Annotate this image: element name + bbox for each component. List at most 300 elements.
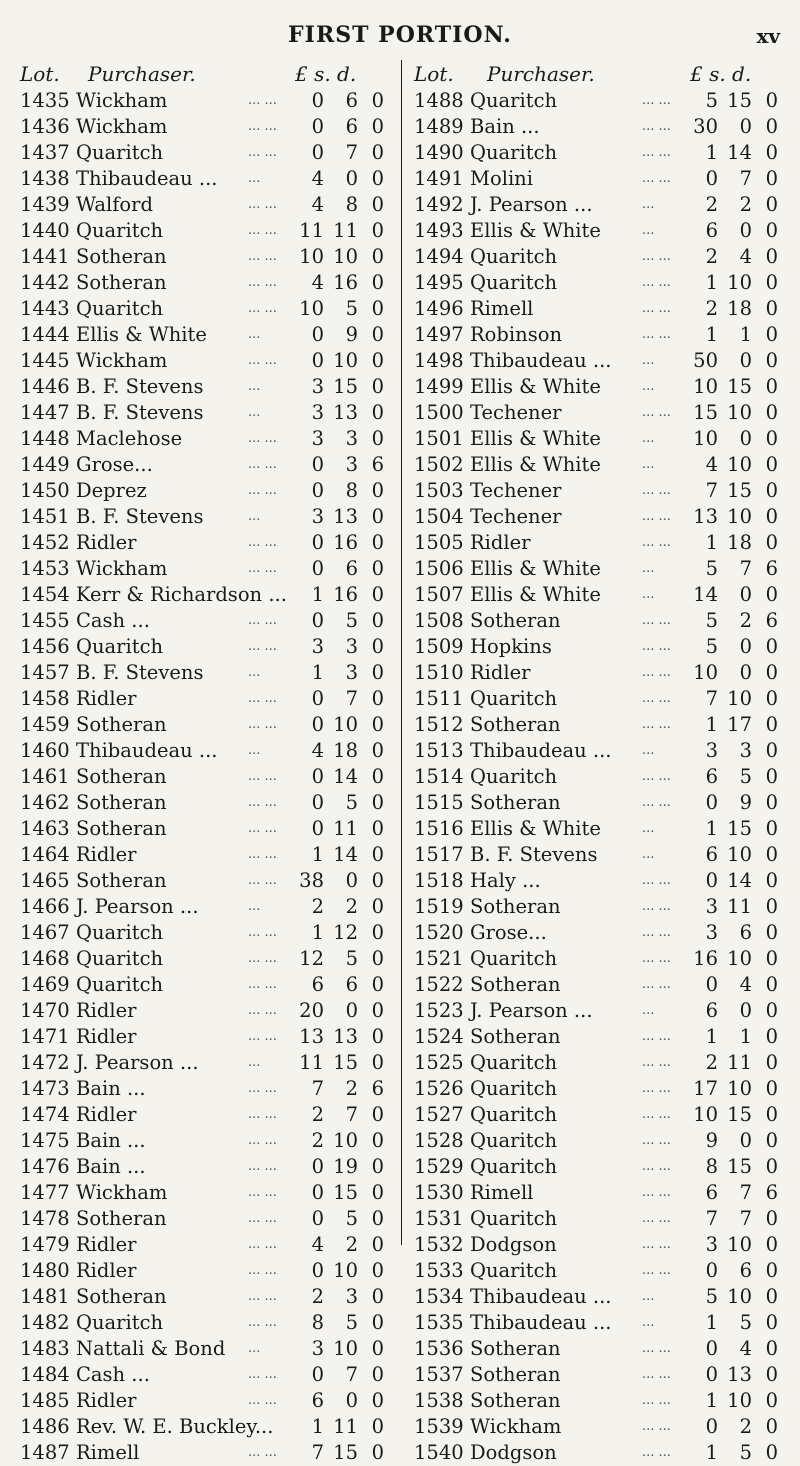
shillings-value: 14 — [727, 141, 752, 164]
pounds-value: 16 — [693, 947, 718, 970]
leader-dots: ... — [248, 665, 261, 680]
purchaser-name: Quaritch — [470, 1259, 558, 1282]
shillings-value: 18 — [727, 297, 752, 320]
leader-dots: ... ... — [248, 1211, 277, 1226]
leader-dots: ... — [642, 457, 655, 472]
table-row — [414, 140, 789, 166]
purchaser-name: Sotheran — [76, 245, 167, 268]
leader-dots: ... ... — [248, 1315, 277, 1330]
table-row — [414, 114, 789, 140]
lot-number: 1499 — [414, 375, 464, 398]
lot-number: 1515 — [414, 791, 464, 814]
lot-number: 1459 — [20, 713, 70, 736]
leader-dots: ... ... — [248, 925, 277, 940]
purchaser-name: Quaritch — [76, 635, 164, 658]
pence-value: 0 — [765, 843, 778, 866]
purchaser-name: J. Pearson ... — [76, 895, 199, 918]
purchaser-name: Ridler — [76, 999, 137, 1022]
pence-value: 6 — [371, 453, 384, 476]
table-row — [414, 296, 789, 322]
table-row — [414, 400, 789, 426]
pence-value: 0 — [765, 999, 778, 1022]
shillings-value: 3 — [345, 1285, 358, 1308]
purchaser-name: Ridler — [76, 1025, 137, 1048]
table-row — [20, 114, 395, 140]
table-row — [20, 400, 395, 426]
lot-number: 1535 — [414, 1311, 464, 1334]
purchaser-name: Deprez — [76, 479, 147, 502]
shillings-value: 10 — [333, 349, 358, 372]
pence-value: 0 — [371, 1415, 384, 1438]
shillings-value: 14 — [333, 765, 358, 788]
page-header — [0, 22, 800, 54]
pence-value: 0 — [371, 791, 384, 814]
leader-dots: ... — [642, 379, 655, 394]
pounds-value: 1 — [705, 817, 718, 840]
pounds-value: 0 — [705, 1363, 718, 1386]
pence-value: 0 — [371, 583, 384, 606]
lot-number: 1472 — [20, 1051, 70, 1074]
table-row — [20, 1102, 395, 1128]
leader-dots: ... ... — [248, 769, 277, 784]
purchaser-name: Sotheran — [470, 1025, 561, 1048]
purchaser-name: Quaritch — [76, 1311, 164, 1334]
table-row — [20, 1232, 395, 1258]
purchaser-name: Quaritch — [470, 1051, 558, 1074]
purchaser-name: Grose... — [76, 453, 153, 476]
leader-dots: ... — [642, 1003, 655, 1018]
leader-dots: ... ... — [248, 457, 277, 472]
pounds-value: 0 — [705, 869, 718, 892]
purchaser-name: Rimell — [470, 297, 534, 320]
leader-dots: ... ... — [248, 1081, 277, 1096]
purchaser-name: Rev. W. E. Buckley... — [76, 1415, 274, 1438]
pounds-value: 2 — [705, 245, 718, 268]
pounds-value: 0 — [311, 1155, 324, 1178]
shillings-value: 18 — [333, 739, 358, 762]
shillings-value: 10 — [333, 1129, 358, 1152]
pounds-value: 7 — [705, 479, 718, 502]
shillings-value: 14 — [727, 869, 752, 892]
purchaser-name: Quaritch — [470, 947, 558, 970]
table-row — [20, 556, 395, 582]
lot-number: 1492 — [414, 193, 464, 216]
purchaser-name: Bain ... — [76, 1129, 146, 1152]
pounds-value: 2 — [311, 895, 324, 918]
lot-number: 1512 — [414, 713, 464, 736]
leader-dots: ... ... — [642, 119, 671, 134]
shillings-value: 3 — [345, 635, 358, 658]
table-row — [20, 1180, 395, 1206]
lot-number: 1498 — [414, 349, 464, 372]
leader-dots: ... ... — [642, 1237, 671, 1252]
table-row — [414, 1076, 789, 1102]
purchaser-name: Quaritch — [76, 297, 164, 320]
lot-number: 1444 — [20, 323, 70, 346]
table-row — [20, 790, 395, 816]
pounds-value: 10 — [299, 245, 324, 268]
purchaser-name: Thibaudeau ... — [470, 1285, 612, 1308]
leader-dots: ... ... — [642, 639, 671, 654]
pounds-value: 7 — [311, 1077, 324, 1100]
table-row — [414, 88, 789, 114]
purchaser-name: Quaritch — [470, 271, 558, 294]
pence-value: 0 — [371, 271, 384, 294]
table-row — [414, 686, 789, 712]
pence-value: 0 — [765, 765, 778, 788]
lot-number: 1485 — [20, 1389, 70, 1412]
leader-dots: ... ... — [642, 275, 671, 290]
table-row — [414, 1414, 789, 1440]
pounds-value: 6 — [311, 973, 324, 996]
pence-value: 0 — [371, 1155, 384, 1178]
lot-number: 1460 — [20, 739, 70, 762]
shillings-value: 5 — [345, 1311, 358, 1334]
purchaser-name: Rimell — [470, 1181, 534, 1204]
lot-number: 1497 — [414, 323, 464, 346]
purchaser-name: Hopkins — [470, 635, 552, 658]
left-purchaser-heading: Purchaser. — [88, 62, 196, 86]
lot-number: 1520 — [414, 921, 464, 944]
lot-number: 1524 — [414, 1025, 464, 1048]
pounds-value: 1 — [311, 921, 324, 944]
pence-value: 0 — [765, 1441, 778, 1464]
lot-number: 1440 — [20, 219, 70, 242]
purchaser-name: Sotheran — [76, 765, 167, 788]
table-row — [20, 478, 395, 504]
purchaser-name: Thibaudeau ... — [76, 167, 218, 190]
shillings-value: 9 — [739, 791, 752, 814]
lot-number: 1491 — [414, 167, 464, 190]
table-row — [414, 582, 789, 608]
pounds-value: 0 — [311, 1363, 324, 1386]
leader-dots: ... — [642, 1289, 655, 1304]
pence-value: 0 — [765, 791, 778, 814]
purchaser-name: Quaritch — [470, 1155, 558, 1178]
table-row — [414, 1336, 789, 1362]
pence-value: 0 — [765, 531, 778, 554]
shillings-value: 15 — [727, 89, 752, 112]
purchaser-name: Ellis & White — [470, 427, 601, 450]
pounds-value: 3 — [311, 401, 324, 424]
table-row — [414, 972, 789, 998]
table-row — [20, 1310, 395, 1336]
lot-number: 1457 — [20, 661, 70, 684]
table-row — [20, 1336, 395, 1362]
purchaser-name: Quaritch — [470, 1207, 558, 1230]
shillings-value: 0 — [345, 167, 358, 190]
shillings-value: 11 — [727, 1051, 752, 1074]
pounds-value: 1 — [311, 583, 324, 606]
shillings-value: 3 — [739, 739, 752, 762]
leader-dots: ... ... — [248, 275, 277, 290]
leader-dots: ... ... — [248, 561, 277, 576]
shillings-value: 6 — [739, 921, 752, 944]
leader-dots: ... ... — [642, 1419, 671, 1434]
purchaser-name: Thibaudeau ... — [76, 739, 218, 762]
pounds-value: 0 — [311, 687, 324, 710]
table-row — [414, 1440, 789, 1466]
table-row — [414, 1180, 789, 1206]
pence-value: 0 — [371, 323, 384, 346]
pence-value: 0 — [371, 635, 384, 658]
lot-number: 1516 — [414, 817, 464, 840]
purchaser-name: B. F. Stevens — [76, 401, 204, 424]
purchaser-name: J. Pearson ... — [470, 999, 593, 1022]
leader-dots: ... ... — [642, 613, 671, 628]
pounds-value: 6 — [705, 765, 718, 788]
pence-value: 0 — [765, 635, 778, 658]
purchaser-name: Quaritch — [76, 921, 164, 944]
lot-number: 1496 — [414, 297, 464, 320]
shillings-value: 0 — [739, 635, 752, 658]
lot-number: 1534 — [414, 1285, 464, 1308]
pence-value: 0 — [371, 1103, 384, 1126]
leader-dots: ... ... — [642, 769, 671, 784]
purchaser-name: Ridler — [470, 661, 531, 684]
shillings-value: 1 — [739, 323, 752, 346]
leader-dots: ... ... — [248, 93, 277, 108]
table-row — [20, 816, 395, 842]
shillings-value: 0 — [345, 869, 358, 892]
pence-value: 0 — [765, 401, 778, 424]
shillings-value: 7 — [739, 1207, 752, 1230]
pence-value: 0 — [371, 349, 384, 372]
purchaser-name: Quaritch — [76, 973, 164, 996]
leader-dots: ... ... — [248, 717, 277, 732]
pence-value: 0 — [371, 687, 384, 710]
table-row — [20, 998, 395, 1024]
shillings-value: 0 — [739, 219, 752, 242]
lot-number: 1507 — [414, 583, 464, 606]
leader-dots: ... — [248, 379, 261, 394]
purchaser-name: Walford — [76, 193, 153, 216]
pounds-value: 17 — [693, 1077, 718, 1100]
shillings-value: 16 — [333, 531, 358, 554]
shillings-value: 15 — [727, 1103, 752, 1126]
pounds-value: 4 — [311, 1233, 324, 1256]
right-lot-heading: Lot. — [414, 62, 454, 86]
pounds-value: 8 — [311, 1311, 324, 1334]
table-row — [414, 1154, 789, 1180]
purchaser-name: Sotheran — [470, 895, 561, 918]
purchaser-name: Nattali & Bond — [76, 1337, 226, 1360]
pounds-value: 1 — [311, 661, 324, 684]
pence-value: 0 — [765, 1051, 778, 1074]
leader-dots: ... — [248, 1055, 261, 1070]
table-row — [414, 1284, 789, 1310]
table-row — [20, 296, 395, 322]
table-row — [414, 816, 789, 842]
pounds-value: 11 — [299, 1051, 324, 1074]
shillings-value: 11 — [333, 1415, 358, 1438]
shillings-value: 5 — [739, 1441, 752, 1464]
shillings-value: 10 — [333, 713, 358, 736]
lot-number: 1536 — [414, 1337, 464, 1360]
table-row — [414, 270, 789, 296]
pence-value: 0 — [371, 869, 384, 892]
purchaser-name: Ellis & White — [470, 583, 601, 606]
shillings-value: 6 — [345, 115, 358, 138]
lot-number: 1462 — [20, 791, 70, 814]
pence-value: 0 — [371, 1311, 384, 1334]
pounds-value: 0 — [311, 479, 324, 502]
pence-value: 0 — [371, 115, 384, 138]
purchaser-name: Ridler — [76, 1389, 137, 1412]
leader-dots: ... ... — [642, 93, 671, 108]
pounds-value: 20 — [299, 999, 324, 1022]
leader-dots: ... ... — [642, 509, 671, 524]
table-row — [414, 530, 789, 556]
lot-number: 1454 — [20, 583, 70, 606]
lot-number: 1464 — [20, 843, 70, 866]
lot-number: 1523 — [414, 999, 464, 1022]
pence-value: 6 — [371, 1077, 384, 1100]
purchaser-name: Thibaudeau ... — [470, 349, 612, 372]
table-row — [20, 530, 395, 556]
table-row — [20, 842, 395, 868]
pounds-value: 6 — [705, 1181, 718, 1204]
lot-number: 1505 — [414, 531, 464, 554]
leader-dots: ... — [642, 587, 655, 602]
pounds-value: 2 — [705, 1051, 718, 1074]
lot-number: 1466 — [20, 895, 70, 918]
leader-dots: ... ... — [248, 535, 277, 550]
pence-value: 0 — [765, 1285, 778, 1308]
lot-number: 1443 — [20, 297, 70, 320]
shillings-value: 5 — [345, 947, 358, 970]
column-divider — [401, 60, 402, 1245]
pounds-value: 3 — [705, 1233, 718, 1256]
leader-dots: ... ... — [642, 795, 671, 810]
shillings-value: 1 — [739, 1025, 752, 1048]
lot-number: 1468 — [20, 947, 70, 970]
leader-dots: ... ... — [642, 405, 671, 420]
pounds-value: 0 — [311, 141, 324, 164]
left-sales-table — [20, 88, 395, 1466]
leader-dots: ... ... — [248, 847, 277, 862]
table-row — [414, 920, 789, 946]
table-row — [414, 452, 789, 478]
purchaser-name: Ridler — [76, 1233, 137, 1256]
leader-dots: ... ... — [642, 483, 671, 498]
pence-value: 0 — [371, 947, 384, 970]
purchaser-name: Ellis & White — [470, 557, 601, 580]
leader-dots: ... ... — [248, 1393, 277, 1408]
shillings-value: 0 — [345, 999, 358, 1022]
table-row — [20, 426, 395, 452]
lot-number: 1479 — [20, 1233, 70, 1256]
pence-value: 0 — [765, 947, 778, 970]
leader-dots: ... ... — [248, 1263, 277, 1278]
lot-number: 1539 — [414, 1415, 464, 1438]
leader-dots: ... ... — [642, 1159, 671, 1174]
lot-number: 1493 — [414, 219, 464, 242]
purchaser-name: Sotheran — [76, 817, 167, 840]
pounds-value: 1 — [705, 713, 718, 736]
purchaser-name: Sotheran — [470, 973, 561, 996]
lot-number: 1480 — [20, 1259, 70, 1282]
pounds-value: 14 — [693, 583, 718, 606]
lot-number: 1475 — [20, 1129, 70, 1152]
table-row — [20, 1388, 395, 1414]
pence-value: 0 — [765, 219, 778, 242]
lot-number: 1442 — [20, 271, 70, 294]
purchaser-name: Ellis & White — [76, 323, 207, 346]
shillings-value: 10 — [727, 505, 752, 528]
lot-number: 1446 — [20, 375, 70, 398]
leader-dots: ... ... — [642, 1445, 671, 1460]
lot-number: 1503 — [414, 479, 464, 502]
shillings-value: 17 — [727, 713, 752, 736]
table-row — [414, 790, 789, 816]
table-row — [20, 608, 395, 634]
pence-value: 0 — [371, 843, 384, 866]
lot-number: 1453 — [20, 557, 70, 580]
pence-value: 0 — [371, 817, 384, 840]
leader-dots: ... — [642, 561, 655, 576]
shillings-value: 15 — [333, 1181, 358, 1204]
shillings-value: 15 — [727, 479, 752, 502]
pounds-value: 6 — [705, 843, 718, 866]
table-row — [20, 374, 395, 400]
lot-number: 1527 — [414, 1103, 464, 1126]
purchaser-name: Maclehose — [76, 427, 183, 450]
pounds-value: 0 — [311, 89, 324, 112]
lot-number: 1532 — [414, 1233, 464, 1256]
purchaser-name: Wickham — [76, 89, 168, 112]
table-row — [20, 868, 395, 894]
lot-number: 1439 — [20, 193, 70, 216]
pounds-value: 0 — [311, 609, 324, 632]
pounds-value: 0 — [311, 1259, 324, 1282]
leader-dots: ... ... — [642, 665, 671, 680]
pence-value: 0 — [765, 89, 778, 112]
shillings-value: 10 — [727, 1285, 752, 1308]
purchaser-name: B. F. Stevens — [470, 843, 598, 866]
pence-value: 0 — [765, 349, 778, 372]
shillings-value: 4 — [739, 973, 752, 996]
lot-number: 1522 — [414, 973, 464, 996]
shillings-value: 7 — [739, 1181, 752, 1204]
pounds-value: 1 — [705, 531, 718, 554]
table-row — [20, 1128, 395, 1154]
lot-number: 1506 — [414, 557, 464, 580]
leader-dots: ... ... — [248, 431, 277, 446]
lot-number: 1473 — [20, 1077, 70, 1100]
purchaser-name: Grose... — [470, 921, 547, 944]
leader-dots: ... ... — [642, 951, 671, 966]
purchaser-name: Quaritch — [76, 141, 164, 164]
leader-dots: ... — [248, 327, 261, 342]
pence-value: 0 — [765, 167, 778, 190]
leader-dots: ... — [642, 431, 655, 446]
pence-value: 6 — [765, 1181, 778, 1204]
pounds-value: 0 — [311, 1181, 324, 1204]
table-row — [414, 1024, 789, 1050]
shillings-value: 16 — [333, 583, 358, 606]
purchaser-name: Ridler — [76, 843, 137, 866]
lot-number: 1519 — [414, 895, 464, 918]
table-row — [20, 270, 395, 296]
purchaser-name: Sotheran — [470, 1337, 561, 1360]
shillings-value: 15 — [727, 1155, 752, 1178]
shillings-value: 5 — [345, 791, 358, 814]
lot-number: 1517 — [414, 843, 464, 866]
leader-dots: ... ... — [642, 535, 671, 550]
shillings-value: 11 — [333, 219, 358, 242]
leader-dots: ... — [248, 171, 261, 186]
